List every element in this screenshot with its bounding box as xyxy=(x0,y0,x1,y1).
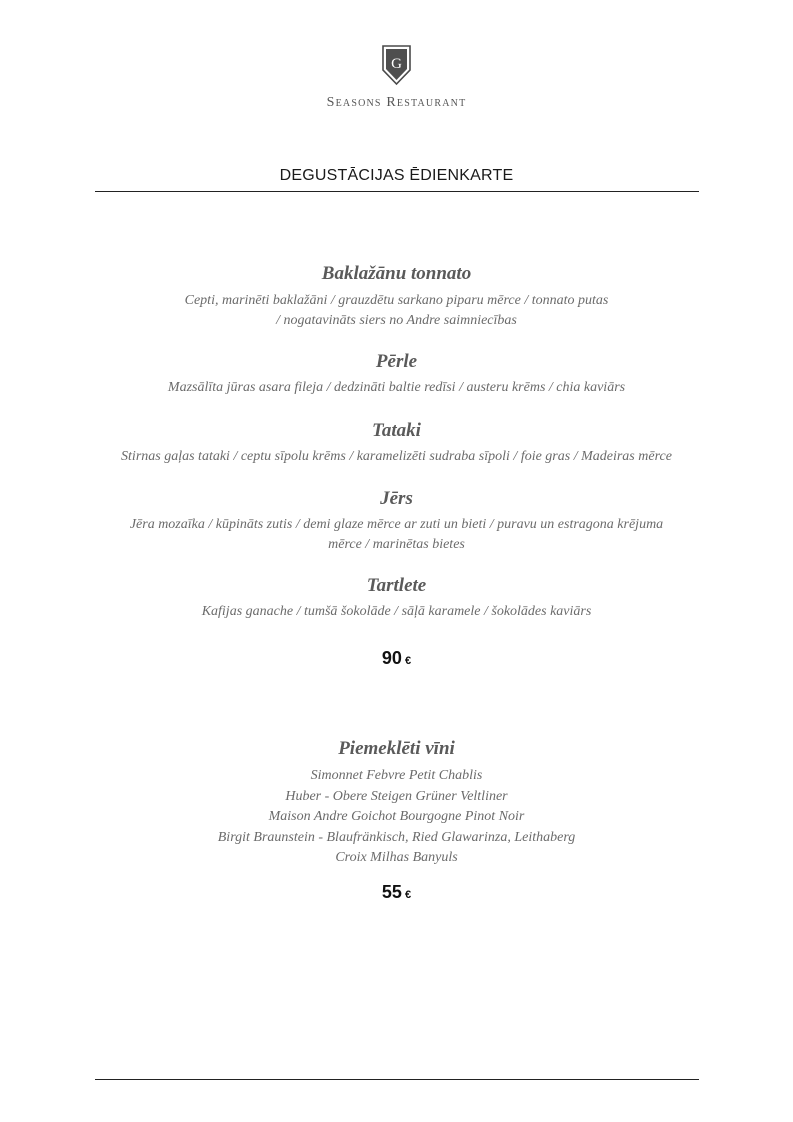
course-description xyxy=(0,291,793,331)
course-description-line: Kafijas ganache / tumšā šokolāde / sāļā karamele / šokolādes kaviārs xyxy=(201,604,592,619)
course-description xyxy=(0,515,793,555)
wine-item: Maison Andre Goichot Bourgogne Pinot Noir xyxy=(268,809,525,824)
wine-pairing-title: Piemeklēti vīni xyxy=(338,738,455,759)
wine-item: Huber - Obere Steigen Grüner Veltliner xyxy=(285,788,508,804)
course-description-line: / nogatavināts siers no Andre saimniecības xyxy=(276,313,517,328)
course-description-line: Cepti, marinēti baklažāni / grauzdētu sarkano piparu mērce / tonnato putas xyxy=(184,293,609,308)
course-title: Tartlete xyxy=(366,575,427,596)
wine-price xyxy=(0,882,793,903)
course-description-line: mērce / marinētas bietes xyxy=(328,537,465,552)
seasons-logo-shield-icon xyxy=(380,43,413,87)
top-divider xyxy=(95,191,699,192)
wine-item: Croix Milhas Banyuls xyxy=(335,850,458,865)
course-title: Baklažānu tonnato xyxy=(321,263,472,284)
wine-price-amount: 55 xyxy=(381,882,402,902)
wine-list xyxy=(0,766,793,869)
bottom-divider xyxy=(95,1079,699,1080)
wine-price-currency: € xyxy=(404,889,412,901)
menu-price xyxy=(0,648,793,669)
course-title: Tataki xyxy=(372,420,421,441)
course-title: Jērs xyxy=(380,488,413,509)
course-description xyxy=(0,602,793,622)
course-description-line: Jēra mozaīka / kūpināts zutis / demi glaze mērce ar zuti un bieti / puravu un estragona krējuma xyxy=(129,517,664,532)
course-description xyxy=(0,378,793,398)
course-description-line: Stirnas gaļas tataki / ceptu sīpolu krēms / karamelizēti sudraba sīpoli / foie gras / Madeiras mērce xyxy=(121,449,672,464)
wine-item: Birgit Braunstein - Blaufränkisch, Ried Glawarinza, Leithaberg xyxy=(217,829,576,845)
restaurant-name: Seasons Restaurant xyxy=(326,95,467,110)
menu-price-amount: 90 xyxy=(381,648,402,668)
menu-title: DEGUSTĀCIJAS ĒDIENKARTE xyxy=(279,167,514,184)
logo-letter: G xyxy=(391,56,402,72)
menu-price-currency: € xyxy=(404,655,412,667)
course-description xyxy=(0,447,793,467)
course-title: Pērle xyxy=(375,351,418,372)
course-description-line: Mazsālīta jūras asara fileja / dedzināti baltie redīsi / austeru krēms / chia kaviārs xyxy=(167,380,626,395)
wine-item: Simonnet Febvre Petit Chablis xyxy=(310,768,483,783)
